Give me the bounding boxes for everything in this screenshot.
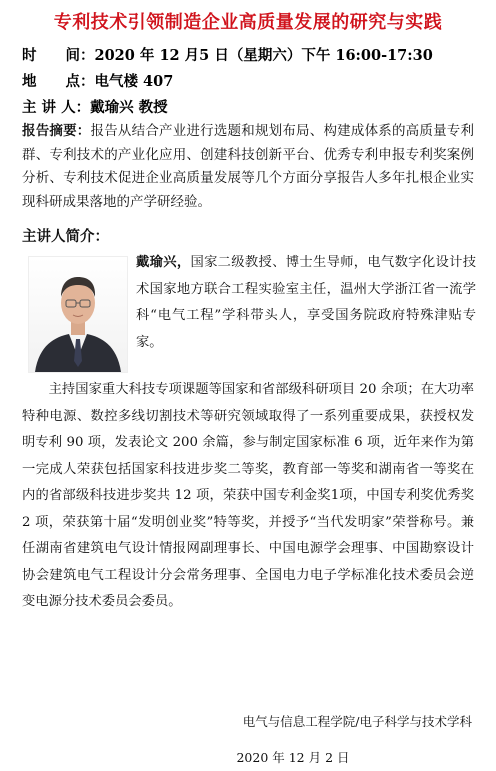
department: 电气与信息工程学院/电子科学与技术学科 (242, 714, 472, 729)
portrait-illustration (29, 257, 127, 372)
abstract (22, 120, 474, 214)
time-label: 时 间： (22, 47, 95, 64)
page-title: 专利技术引领制造企业高质量发展的研究与实践 (53, 12, 443, 33)
time-value: 2020 年 12 月5 日（星期六）下午 16:00-17:30 (94, 47, 433, 64)
place-value: 电气楼 407 (94, 73, 174, 90)
abstract-label: 报告摘要： (22, 123, 91, 139)
bio-main: 主持国家重大科技专项课题等国家和省部级科研项目 20 余项；在大功率特种电源、数控多线切割技术等研究领域取得了一系列重要成果，获授权发明专利 90 项，发表论文 200 余篇，参与制定国家标准 6 项，近年来作为第一完成人荣获包括国家科技进步奖二等奖，教育部一等奖和湖南省一等奖在内的省部级科技进步奖共 12 项，荣获中国专利金奖1项，中国专利奖优秀奖 2 项，荣获第十届“发明创业奖”特等奖，并授予“当代发明家”荣誉称号。兼任湖南省建筑电气设计情报网副理事长、中国电源学会理事、中国勘察设计协会建筑电气工程设计分会常务理事、全国电力电子学标准化技术委员会逆变电源分技术委员会委员。 (22, 382, 474, 609)
speaker-name: 戴瑜兴， (136, 255, 191, 270)
time-row (22, 44, 433, 65)
bio-intro (136, 250, 476, 356)
speaker-row (22, 96, 168, 117)
issue-date: 2020 年 12 月 2 日 (236, 750, 350, 765)
speaker-label: 主 讲 人： (22, 99, 91, 116)
speaker-value: 戴瑜兴 教授 (90, 99, 168, 116)
place-label: 地 点： (22, 73, 95, 90)
bio-intro-text: 国家二级教授、博士生导师，电气数字化设计技术国家地方联合工程实验室主任，温州大学浙江省一流学科“电气工程”学科带头人，享受国务院政府特殊津贴专家。 (136, 255, 477, 350)
speaker-photo (28, 256, 128, 373)
place-row (22, 70, 173, 91)
bio-heading: 主讲人简介： (22, 228, 109, 245)
abstract-text: 报告从结合产业进行选题和规划布局、构建成体系的高质量专利群、专利技术的产业化应用、创建科技创新平台、优秀专利申报专利奖案例分析、专利技术促进企业高质量发展等几个方面分享报告人多年扎根企业实现科研成果落地的产学研经验。 (22, 123, 474, 210)
